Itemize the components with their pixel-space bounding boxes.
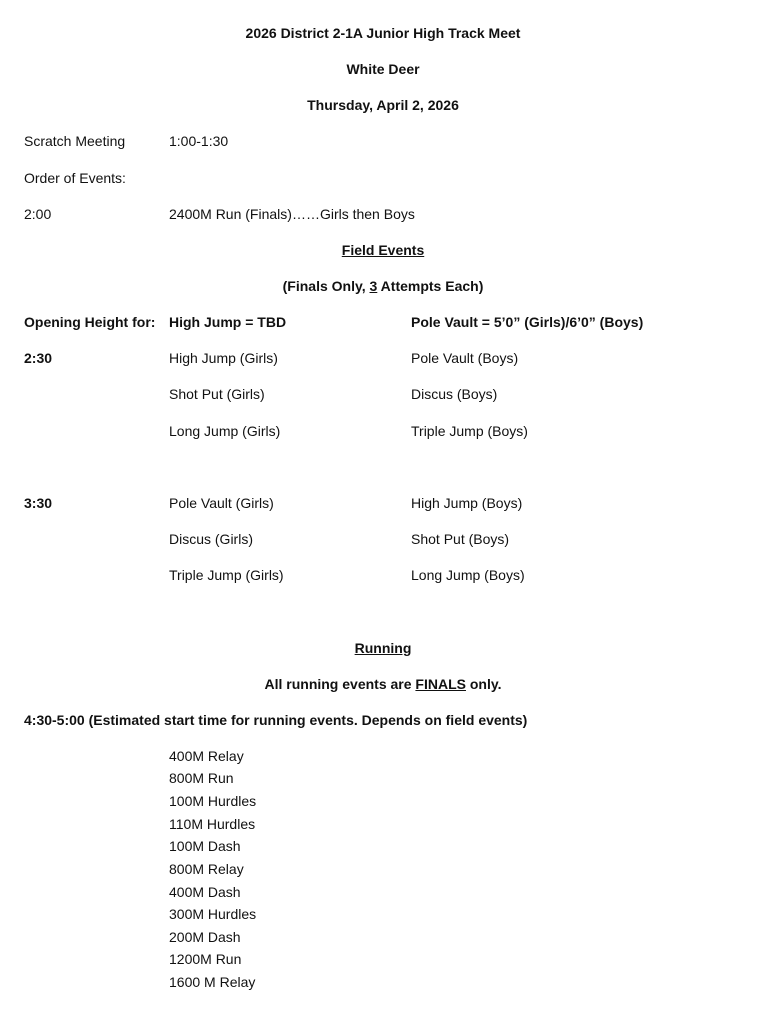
girls-event: Pole Vault (Girls)	[169, 495, 274, 511]
first-event-time: 2:00	[24, 206, 52, 222]
slot-time: 3:30	[24, 495, 53, 511]
running-event: 400M Relay	[169, 748, 244, 764]
running-event: 800M Run	[169, 770, 234, 786]
girls-event: Shot Put (Girls)	[169, 386, 265, 402]
running-event: 800M Relay	[169, 861, 244, 877]
running-note: All running events are FINALS only.	[264, 676, 502, 692]
boys-event: High Jump (Boys)	[411, 495, 523, 511]
boys-event: Discus (Boys)	[411, 386, 498, 402]
running-start-time: 4:30-5:00 (Estimated start time for running events. Depends on field events)	[24, 712, 528, 728]
running-event: 110M Hurdles	[169, 816, 256, 832]
running-event: 1200M Run	[169, 951, 242, 967]
opening-height-label: Opening Height for:	[24, 314, 156, 330]
field-events-heading: Field Events	[341, 242, 425, 258]
running-event: 400M Dash	[169, 884, 241, 900]
girls-event: Triple Jump (Girls)	[169, 567, 284, 583]
high-jump-opening: High Jump = TBD	[169, 314, 287, 330]
girls-event: Discus (Girls)	[169, 531, 253, 547]
meet-title: 2026 District 2-1A Junior High Track Meet	[245, 25, 521, 41]
girls-event: High Jump (Girls)	[169, 350, 278, 366]
boys-event: Shot Put (Boys)	[411, 531, 510, 547]
scratch-label: Scratch Meeting	[24, 133, 126, 149]
first-event: 2400M Run (Finals)……Girls then Boys	[169, 206, 415, 222]
boys-event: Triple Jump (Boys)	[411, 423, 528, 439]
scratch-time: 1:00-1:30	[169, 133, 229, 149]
boys-event: Long Jump (Boys)	[411, 567, 525, 583]
running-event: 100M Dash	[169, 838, 241, 854]
slot-time: 2:30	[24, 350, 53, 366]
running-event: 100M Hurdles	[169, 793, 257, 809]
meet-date: Thursday, April 2, 2026	[307, 97, 459, 113]
running-heading: Running	[354, 640, 412, 656]
pole-vault-opening: Pole Vault = 5’0” (Girls)/6’0” (Boys)	[411, 314, 644, 330]
girls-event: Long Jump (Girls)	[169, 423, 281, 439]
boys-event: Pole Vault (Boys)	[411, 350, 519, 366]
running-event: 1600 M Relay	[169, 974, 256, 990]
field-events-note: (Finals Only, 3 Attempts Each)	[282, 278, 484, 294]
meet-location: White Deer	[346, 61, 420, 77]
running-event: 200M Dash	[169, 929, 241, 945]
running-event: 300M Hurdles	[169, 906, 257, 922]
order-label: Order of Events:	[24, 170, 126, 186]
